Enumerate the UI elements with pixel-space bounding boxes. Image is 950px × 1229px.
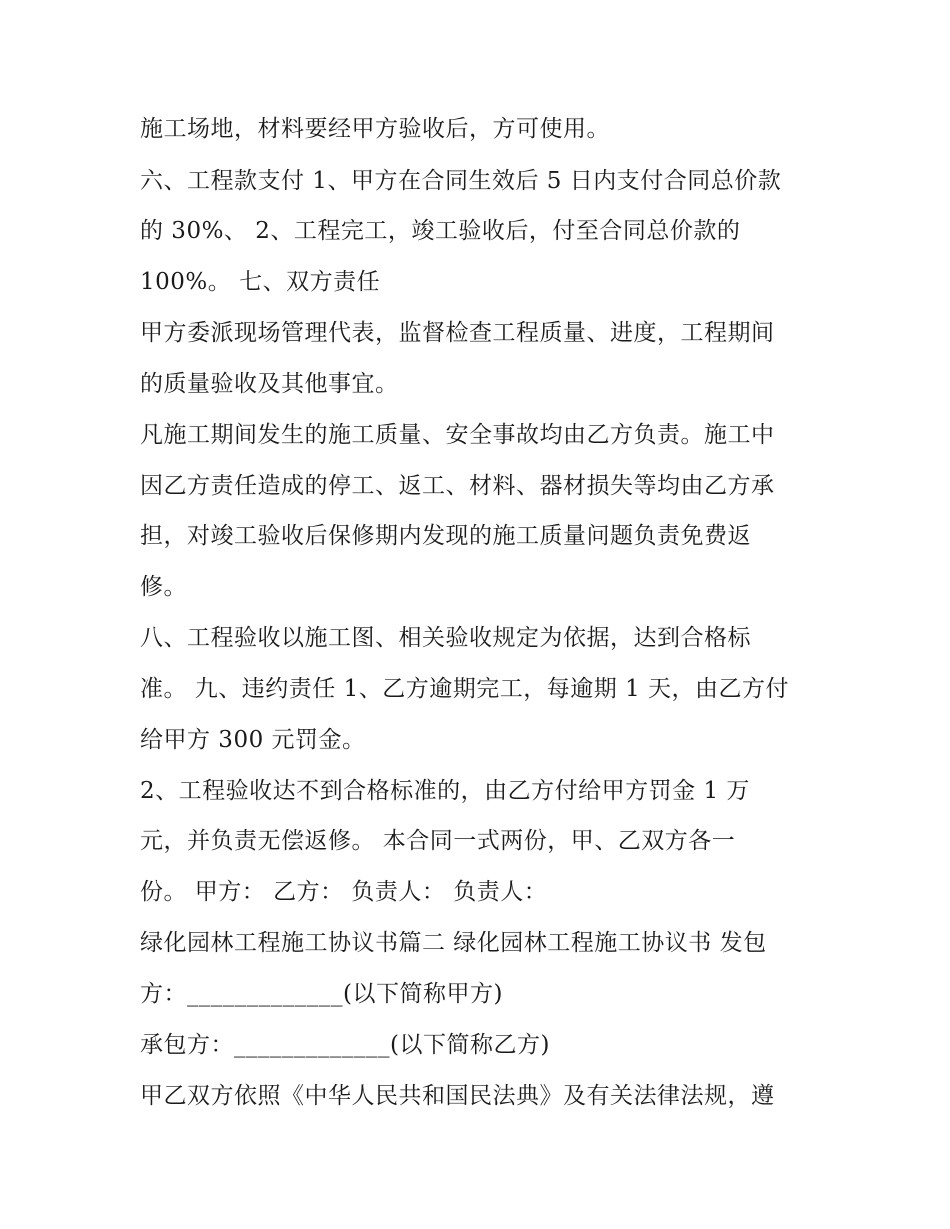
text-line: 份。 甲方： 乙方： 负责人： 负责人： — [140, 879, 548, 905]
text-line: 八、工程验收以施工图、相关验收规定为依据，达到合格标 — [140, 625, 751, 651]
text-line: 准。 九、违约责任 1、乙方逾期完工，每逾期 1 天，由乙方付 — [140, 676, 790, 702]
text-line: 因乙方责任造成的停工、返工、材料、器材损失等均由乙方承 — [140, 473, 775, 499]
text-line: 的 30%、 2、工程完工，竣工验收后，付至合同总价款的 — [140, 218, 741, 244]
text-line: 甲乙双方依照《中华人民共和国民法典》及有关法律法规，遵 — [140, 1083, 775, 1109]
text-line: 给甲方 300 元罚金。 — [140, 727, 366, 753]
text-line: 甲方委派现场管理代表，监督检查工程质量、进度，工程期间 — [140, 320, 775, 346]
text-line: 凡施工期间发生的施工质量、安全事故均由乙方负责。施工中 — [140, 422, 775, 448]
text-line: 承包方：_____________(以下简称乙方) — [140, 1032, 550, 1058]
text-line: 担，对竣工验收后保修期内发现的施工质量问题负责免费返 — [140, 523, 751, 549]
text-line: 2、工程验收达不到合格标准的，由乙方付给甲方罚金 1 万 — [140, 778, 750, 804]
text-line: 修。 — [140, 574, 187, 600]
text-line: 六、工程款支付 1、甲方在合同生效后 5 日内支付合同总价款 — [140, 168, 782, 194]
text-line: 施工场地，材料要经甲方验收后，方可使用。 — [140, 116, 610, 142]
text-line: 100%。 七、双方责任 — [140, 269, 381, 295]
text-line: 元，并负责无偿返修。 本合同一式两份，甲、乙双方各一 — [140, 828, 736, 854]
text-line: 的质量验收及其他事宜。 — [140, 371, 399, 397]
text-line: 方：_____________(以下简称甲方) — [140, 981, 503, 1007]
text-line: 绿化园林工程施工协议书篇二 绿化园林工程施工协议书 发包 — [140, 930, 767, 956]
